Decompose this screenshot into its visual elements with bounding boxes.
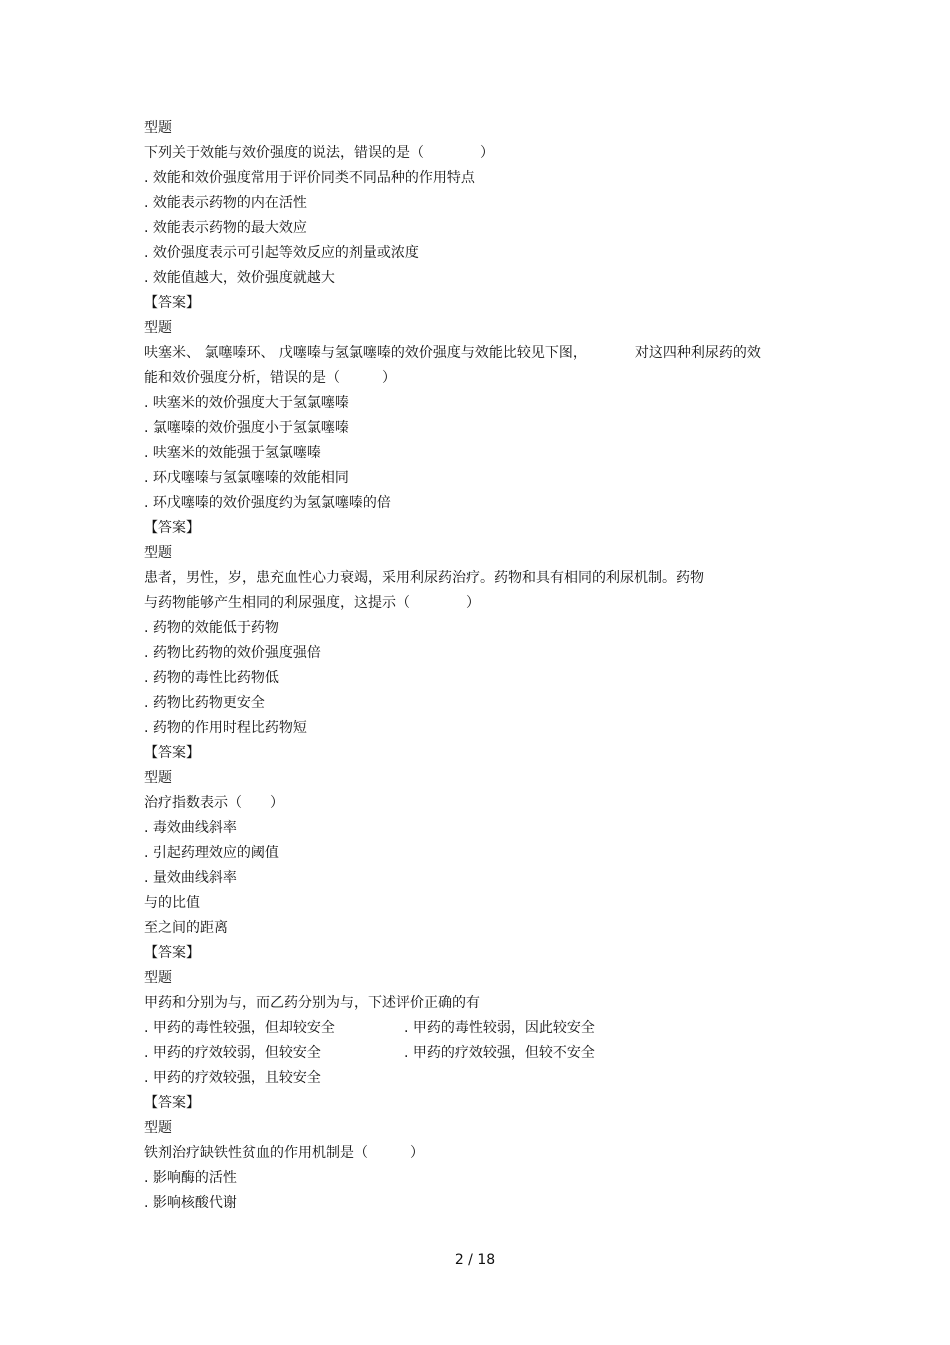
option-line: . 甲药的疗效较弱，但较安全 [144, 1045, 321, 1061]
option-line: . 呋塞米的效价强度大于氢氯噻嗪 [144, 395, 349, 411]
option-line: . 呋塞米的效能强于氢氯噻嗪 [144, 445, 321, 461]
question-stem: 下列关于效能与效价强度的说法，错误的是（ ） [144, 145, 494, 161]
option-line: . 药物比药物更安全 [144, 695, 265, 711]
answer-label: 【答案】 [144, 1095, 200, 1111]
answer-label: 【答案】 [144, 295, 200, 311]
option-line: 与的比值 [144, 895, 200, 911]
question-type-label: 型题 [144, 545, 172, 561]
question-stem: 治疗指数表示（ ） [144, 795, 284, 811]
question-stem [144, 341, 804, 366]
option-line: . 影响核酸代谢 [144, 1195, 237, 1211]
option-line: . 药物的效能低于药物 [144, 620, 279, 636]
option-line: . 甲药的疗效较强，但较不安全 [404, 1045, 595, 1061]
question-type-label: 型题 [144, 1120, 172, 1136]
answer-label: 【答案】 [144, 945, 200, 961]
option-line: . 影响酶的活性 [144, 1170, 237, 1186]
option-line: . 甲药的毒性较强，但却较安全 [144, 1020, 335, 1036]
option-line: . 引起药理效应的阈值 [144, 845, 279, 861]
question-type-label: 型题 [144, 970, 172, 986]
option-line: . 药物比药物的效价强度强倍 [144, 645, 321, 661]
question-stem-part: 对这四种利尿药的效 [634, 345, 761, 361]
option-line: . 药物的毒性比药物低 [144, 670, 279, 686]
option-line: . 毒效曲线斜率 [144, 820, 237, 836]
option-line: . 效价强度表示可引起等效反应的剂量或浓度 [144, 245, 419, 261]
option-line: . 效能值越大，效价强度就越大 [144, 270, 335, 286]
answer-label: 【答案】 [144, 520, 200, 536]
option-line: . 效能表示药物的内在活性 [144, 195, 307, 211]
question-type-label: 型题 [144, 320, 172, 336]
answer-label: 【答案】 [144, 745, 200, 761]
option-row [144, 1016, 804, 1041]
option-line: . 量效曲线斜率 [144, 870, 237, 886]
question-stem: 甲药和分别为与，而乙药分别为与，下述评价正确的有 [144, 995, 480, 1011]
option-line: . 效能和效价强度常用于评价同类不同品种的作用特点 [144, 170, 475, 186]
question-stem: 能和效价强度分析，错误的是（ ） [144, 370, 396, 386]
question-type-label: 型题 [144, 120, 172, 136]
question-type-label: 型题 [144, 770, 172, 786]
option-line: . 环戊噻嗪与氢氯噻嗪的效能相同 [144, 470, 349, 486]
option-line: . 效能表示药物的最大效应 [144, 220, 307, 236]
question-stem: 铁剂治疗缺铁性贫血的作用机制是（ ） [144, 1145, 424, 1161]
option-line: . 氯噻嗪的效价强度小于氢氯噻嗪 [144, 420, 349, 436]
option-line: . 甲药的毒性较弱，因此较安全 [404, 1020, 595, 1036]
page-number: 2 / 18 [454, 1252, 496, 1268]
question-stem: 患者，男性，岁，患充血性心力衰竭，采用利尿药治疗。药物和具有相同的利尿机制。药物 [144, 570, 704, 586]
question-stem: 与药物能够产生相同的利尿强度，这提示（ ） [144, 595, 480, 611]
option-line: 至之间的距离 [144, 920, 228, 936]
option-line: . 环戊噻嗪的效价强度约为氢氯噻嗪的倍 [144, 495, 391, 511]
question-stem-part: 呋塞米、 氯噻嗪环、 戊噻嗪与氢氯噻嗪的效价强度与效能比较见下图， [144, 345, 587, 361]
option-row [144, 1041, 804, 1066]
option-line: . 药物的作用时程比药物短 [144, 720, 307, 736]
page-content [144, 116, 804, 1216]
option-line: . 甲药的疗效较强，且较安全 [144, 1070, 321, 1086]
